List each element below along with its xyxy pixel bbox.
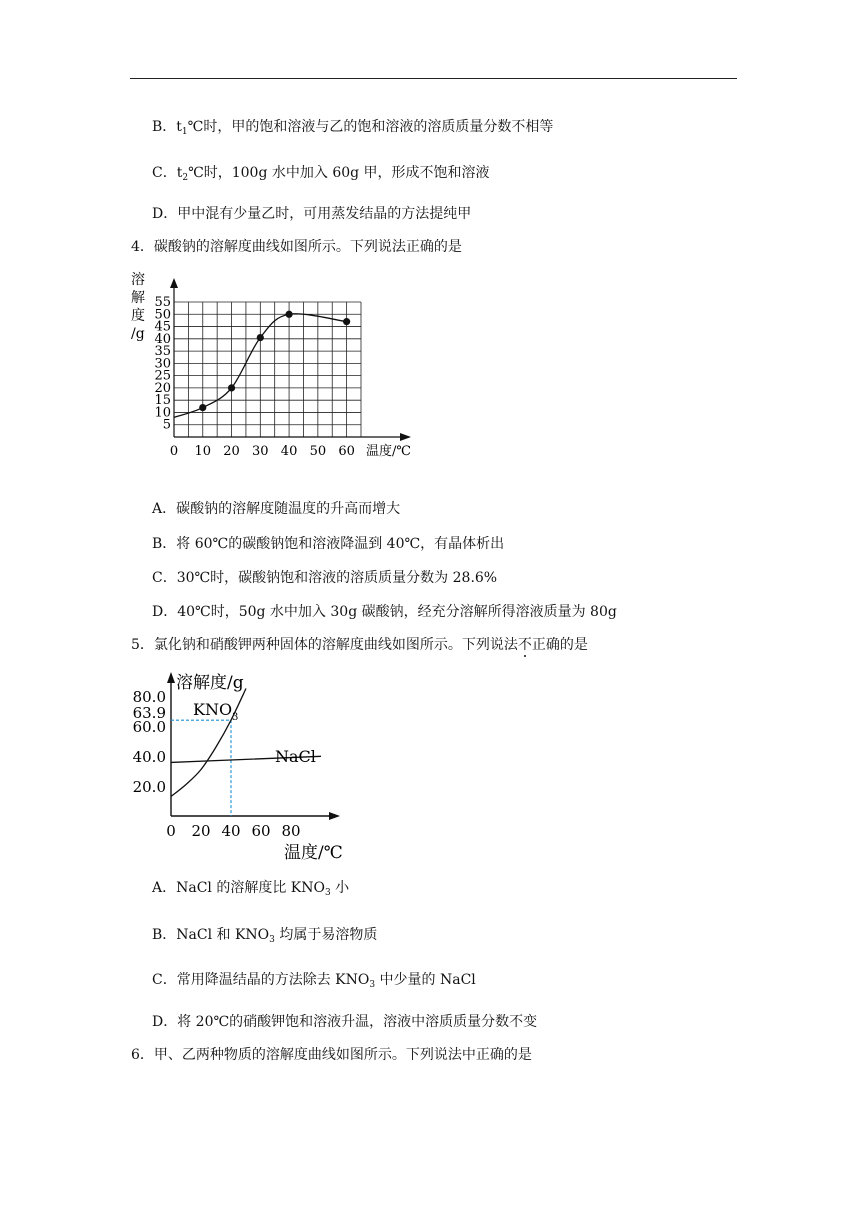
y-tick-label: 5 <box>162 417 171 433</box>
y-axis-label-char: 度 <box>131 308 145 324</box>
x-tick-label: 60 <box>338 444 355 459</box>
y-axis-label-char: /g <box>131 326 145 342</box>
data-point <box>228 384 235 391</box>
y-tick-label: 20 <box>154 380 171 396</box>
y-axis-arrow <box>170 278 178 288</box>
y-tick-label: 10 <box>154 405 171 421</box>
data-point <box>285 311 292 318</box>
x-tick-label: 80 <box>281 822 301 840</box>
kno3-label: KNO <box>193 700 233 719</box>
q3-option-d: D．甲中混有少量乙时，可用蒸发结晶的方法提纯甲 <box>152 206 472 222</box>
q3-option-c: C．$t_2℃$时，100g 水中加入 60g 甲，形成不饱和溶液 <box>152 165 490 183</box>
x-tick-label: 40 <box>221 822 241 840</box>
x-tick-label: 20 <box>191 822 211 840</box>
q3-option-b: B．$t_1℃$时，甲的饱和溶液与乙的饱和溶液的溶质质量分数不相等 <box>152 119 554 137</box>
q6-stem: 6．甲、乙两种物质的溶解度曲线如图所示。下列说法中正确的是 <box>131 1047 532 1063</box>
x-axis-arrow <box>400 433 411 441</box>
data-point <box>199 404 206 411</box>
y-tick-label: 80.0 <box>132 688 166 706</box>
q4-option-d: D．40℃时，50g 水中加入 30g 碳酸钠，经充分溶解所得溶液质量为 80g <box>152 604 617 620</box>
kno3-label-subscript: 3 <box>232 712 239 723</box>
q4-option-c: C．30℃时，碳酸钠饱和溶液的溶质质量分数为 28.6% <box>152 570 498 586</box>
y-axis-label-char: 溶 <box>131 272 145 288</box>
q5-option-b: B．NaCl 和 $KNO_3$ 均属于易溶物质 <box>152 927 378 945</box>
y-axis-arrow <box>167 672 175 683</box>
nacl-kno3-solubility-chart <box>126 664 366 864</box>
x-tick-label: 0 <box>169 444 179 459</box>
q5-option-a: A．NaCl 的溶解度比 $KNO_3$ 小 <box>152 880 350 898</box>
y-axis-label: 溶解度/g <box>176 673 244 693</box>
x-axis-arrow <box>329 812 340 820</box>
y-tick-label: 50 <box>154 307 171 323</box>
q5-option-d: D．将 20℃的硝酸钾饱和溶液升温，溶液中溶质质量分数不变 <box>152 1014 538 1030</box>
y-tick-label: 60.0 <box>132 718 166 736</box>
sodium-carbonate-solubility-chart <box>126 264 426 486</box>
y-axis-label-char: 解 <box>131 290 145 306</box>
y-tick-label: 25 <box>154 368 171 384</box>
x-axis-label: 温度/℃ <box>366 444 411 459</box>
x-axis-label: 温度/℃ <box>284 843 343 863</box>
y-tick-label: 40.0 <box>132 748 166 766</box>
q4-stem: 4．碳酸钠的溶解度曲线如图所示。下列说法正确的是 <box>131 239 462 255</box>
x-tick-label: 50 <box>309 444 327 459</box>
x-tick-label: 0 <box>166 822 176 840</box>
y-tick-label: 45 <box>154 319 171 335</box>
nacl-label: NaCl <box>275 747 316 766</box>
q4-option-b: B．将 60℃的碳酸钠饱和溶液降温到 40℃，有晶体析出 <box>152 536 505 552</box>
x-tick-label: 20 <box>223 444 240 459</box>
data-point <box>343 318 350 325</box>
y-tick-label: 63.9 <box>132 704 166 723</box>
data-point <box>257 334 264 341</box>
emphasis-dot: 不 <box>517 637 532 653</box>
header-rule <box>130 78 737 79</box>
x-tick-label: 40 <box>280 444 298 459</box>
y-tick-label: 40 <box>154 331 171 347</box>
x-tick-label: 10 <box>194 444 212 459</box>
y-tick-label: 30 <box>154 356 171 372</box>
q4-option-a: A．碳酸钠的溶解度随温度的升高而增大 <box>152 501 401 517</box>
x-tick-label: 60 <box>251 822 271 840</box>
q5-stem: 5．氯化钠和硝酸钾两种固体的溶解度曲线如图所示。下列说法不正确的是 <box>131 637 588 653</box>
y-tick-label: 55 <box>154 295 171 310</box>
q5-option-c: C．常用降温结晶的方法除去 $KNO_3$ 中少量的 NaCl <box>152 972 476 990</box>
x-tick-label: 30 <box>252 444 269 459</box>
y-tick-label: 35 <box>154 344 171 360</box>
y-tick-label: 20.0 <box>132 778 166 796</box>
y-tick-label: 15 <box>154 393 171 409</box>
